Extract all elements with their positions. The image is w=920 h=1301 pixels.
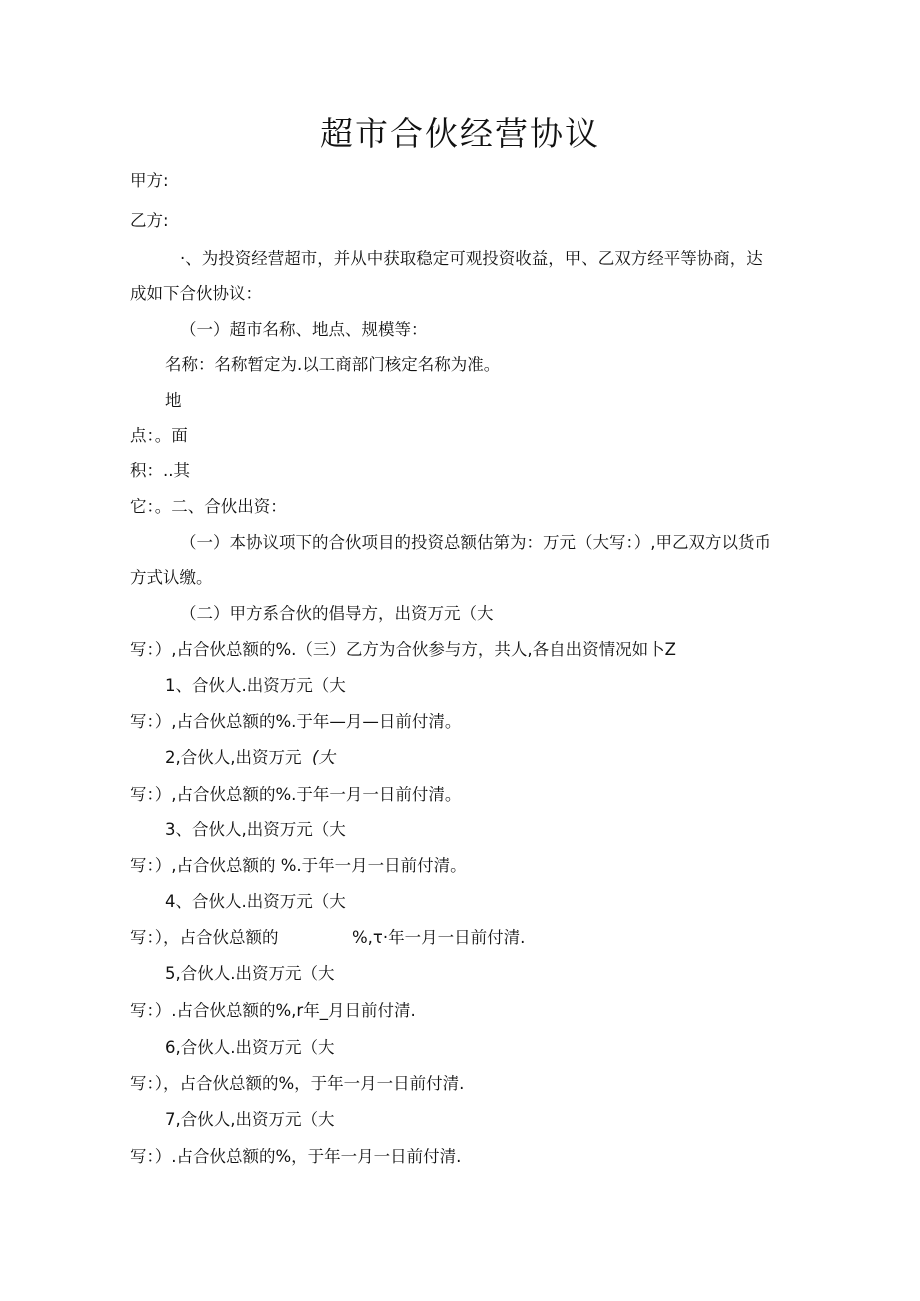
partner-4-line-2: 写：），占合伙总额的 [130,928,279,947]
partner-2-line-1-tail: (大 [312,748,335,767]
partner-1-line-1: 1、合伙人.出资万元（大 [165,676,346,695]
party-a-contribution-2: 写：）,占合伙总额的%.（三）乙方为合伙参与方，共人,各自出资情况如卜Z [130,640,676,659]
partner-4-line-1: 4、合伙人.出资万元（大 [165,892,346,911]
partner-3-line-1: 3、合伙人,出资万元（大 [165,820,346,839]
preamble-line-2: 成如下合伙协议： [130,284,262,303]
partner-6-line-2: 写：），占合伙总额的%，于年一月一日前付清. [130,1074,465,1093]
preamble-line-1: ·、为投资经营超市，并从中获取稳定可观投资收益，甲、乙双方经平等协商，达 [180,249,763,268]
location-label: 地 [165,391,182,410]
document-title: 超市合伙经营协议 [320,114,600,153]
location-line: 点：。面 [130,426,188,445]
partner-6-line-1: 6,合伙人.出资万元（大 [165,1038,335,1057]
section-heading: （一）超市名称、地点、规模等： [180,320,428,339]
investment-clause-2: 方式认缴。 [130,568,213,587]
partner-2-line-2: 写：）,占合伙总额的%.于年一月一日前付清。 [130,785,462,804]
partner-3-line-2: 写：）,占合伙总额的 %.于年一月一日前付清。 [130,856,467,875]
party-a-line: 甲方: [130,171,169,190]
other-line: 它：。二、合伙出资： [130,497,287,516]
investment-clause-1: （一）本协议项下的合伙项目的投资总额估第为：万元（大写：）,甲乙双方以货币 [180,533,771,552]
partner-5-line-2: 写：）.占合伙总额的%,r年_月日前付清. [130,1001,416,1020]
area-line: 积：..其 [130,461,190,480]
partner-2-line-1: 2,合伙人,出资万元 [165,748,302,767]
partner-7-line-1: 7,合伙人,出资万元（大 [165,1110,335,1129]
partner-4-line-2-tail: %,τ·年一月一日前付清. [352,928,526,947]
party-b-line: 乙方: [130,211,169,230]
party-a-contribution-1: （二）甲方系合伙的倡导方，出资万元（大 [180,604,494,623]
partner-1-line-2: 写：）,占合伙总额的%.于年—月—日前付清。 [130,712,462,731]
partner-5-line-1: 5,合伙人.出资万元（大 [165,964,335,983]
partner-7-line-2: 写：）.占合伙总额的%，于年一月一日前付清. [130,1147,462,1166]
name-clause: 名称：名称暂定为.以工商部门核定名称为准。 [165,355,501,374]
